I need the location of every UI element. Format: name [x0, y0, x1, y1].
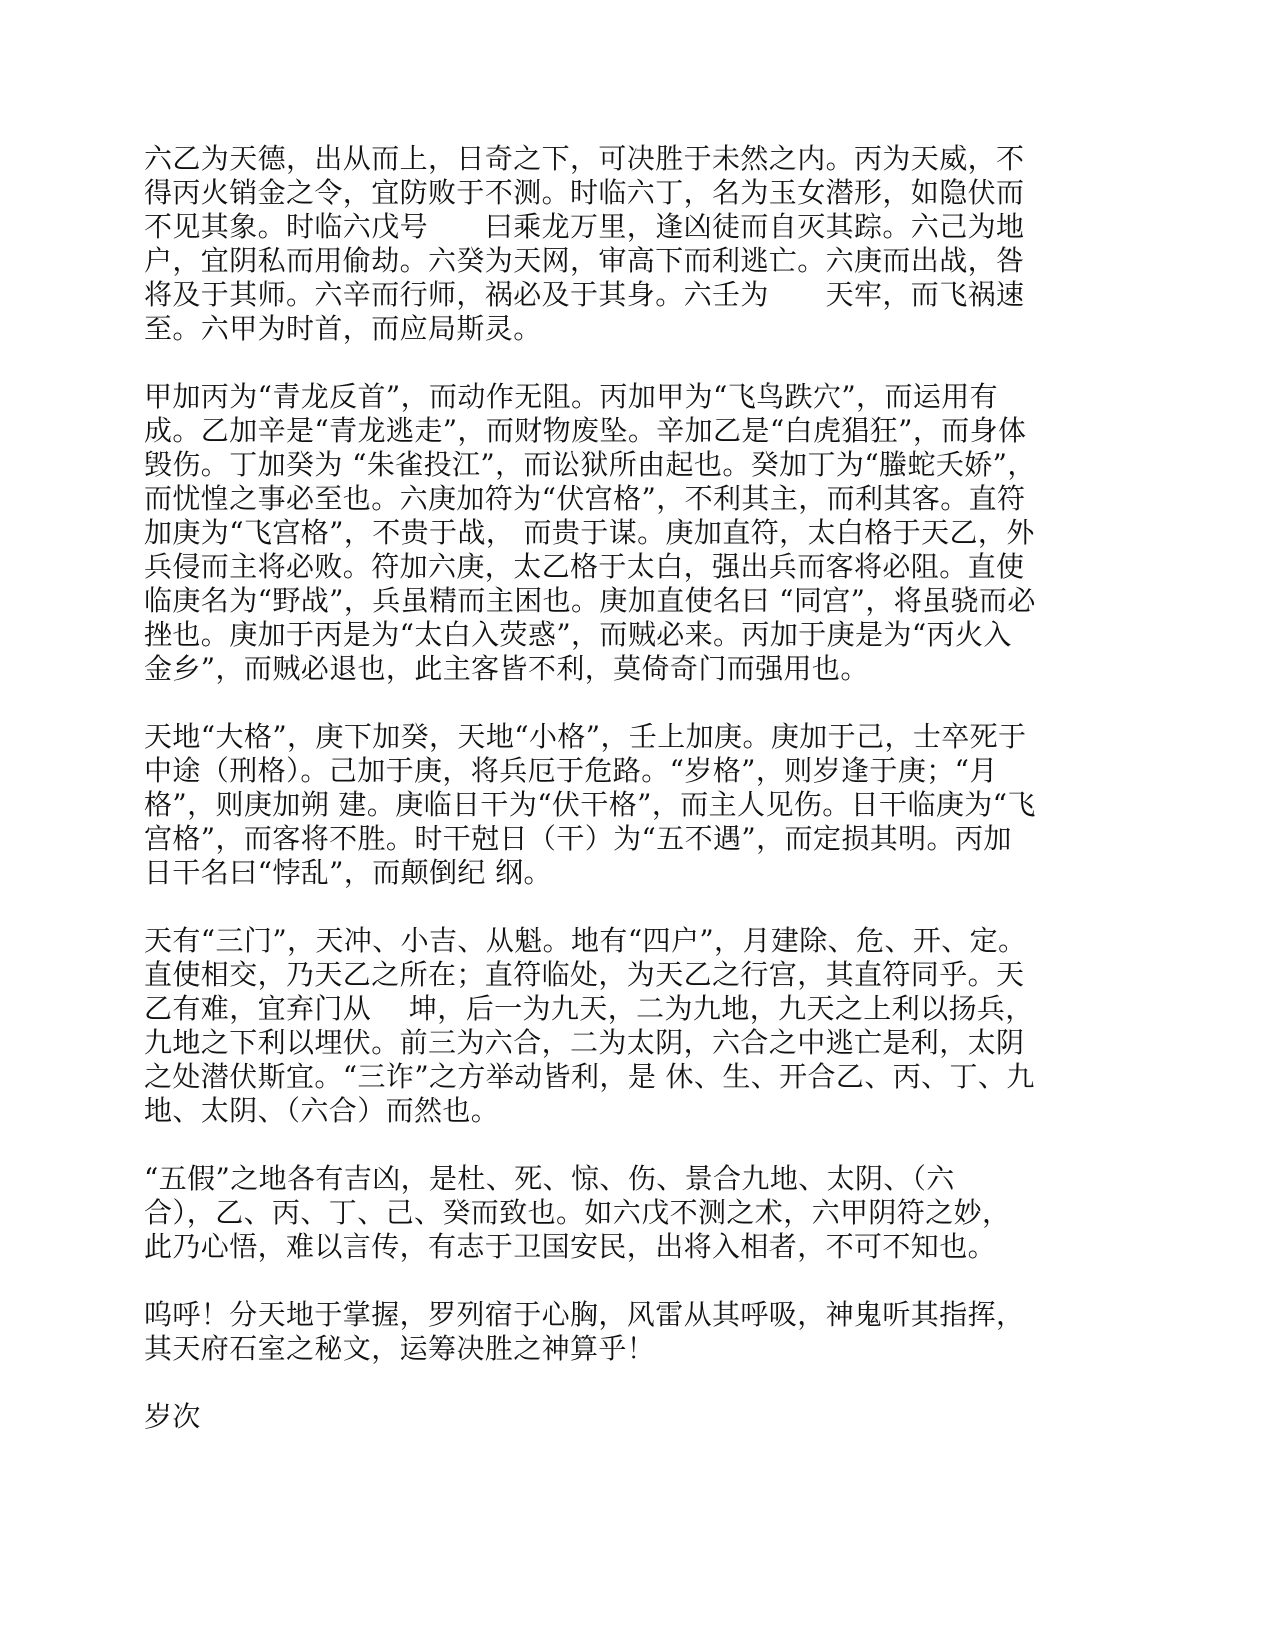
- text-line: 户，宜阴私而用偷劫。六癸为天网，审高下而利逃亡。六庚而出战，咎: [144, 244, 1025, 277]
- text-line: 成。乙加辛是“青龙逃走”，而财物废坠。辛加乙是“白虎猖狂”，而身体: [144, 414, 1027, 447]
- text-line: 而忧惶之事必至也。六庚加符为“伏宫格”，不利其主，而利其客。直符: [144, 482, 1026, 515]
- text-line: 格”，则庚加朔 建。庚临日干为“伏干格”，而主人见伤。日干临庚为“飞: [144, 788, 1036, 821]
- text-line: 此乃心悟，难以言传，有志于卫国安民，出将入相者，不可不知也。: [144, 1230, 997, 1263]
- paragraph-3: [144, 720, 1084, 890]
- paragraph-5: [144, 1162, 1084, 1264]
- text-line: 至。六甲为时首，而应局斯灵。: [144, 312, 542, 345]
- text-line: 挫也。庚加于丙是为“太白入荧惑”，而贼必来。丙加于庚是为“丙火入: [144, 618, 1012, 651]
- text-line: 得丙火销金之令，宜防败于不测。时临六丁，名为玉女潜形，如隐伏而: [144, 176, 1025, 209]
- text-line: 临庚名为“野战”，兵虽精而主困也。庚加直使名曰 “同宫”，将虽骁而必: [144, 584, 1036, 617]
- text-line: 乙有难，宜弃门从 坤，后一为九天，二为九地，九天之上利以扬兵，: [144, 992, 1034, 1025]
- text-line: 毁伤。丁加癸为 “朱雀投江”，而讼狱所由起也。癸加丁为“螣蛇夭娇”，: [144, 448, 1036, 481]
- text-line: 岁次: [144, 1400, 201, 1433]
- text-line: 金乡”，而贼必退也，此主客皆不利，莫倚奇门而强用也。: [144, 652, 869, 685]
- text-line: 将及于其师。六辛而行师，祸必及于其身。六壬为 天牢，而飞祸速: [144, 278, 1025, 311]
- text-line: 中途（刑格）。己加于庚，将兵厄于危路。“岁格”，则岁逢于庚；“月: [144, 754, 998, 787]
- text-line: 兵侵而主将必败。符加六庚，太乙格于太白，强出兵而客将必阻。直使: [144, 550, 1025, 583]
- text-line: 直使相交，乃天乙之所在；直符临处，为天乙之行宫，其直符同乎。天: [144, 958, 1025, 991]
- document-page: [144, 142, 1084, 1468]
- text-line: 之处潜伏斯宜。“三诈”之方举动皆利，是 休、生、开合乙、丙、丁、九: [144, 1060, 1035, 1093]
- text-line: 呜呼！分天地于掌握，罗列宿于心胸，风雷从其呼吸，神鬼听其指挥，: [144, 1298, 1025, 1331]
- text-line: 甲加丙为“青龙反首”，而动作无阻。丙加甲为“飞鸟跌穴”，而运用有: [144, 380, 999, 413]
- text-line: 加庚为“飞宫格”，不贵于战， 而贵于谋。庚加直符，太白格于天乙，外: [144, 516, 1035, 549]
- paragraph-1: [144, 142, 1084, 346]
- text-line: 其天府石室之秘文，运筹决胜之神算乎！: [144, 1332, 656, 1365]
- paragraph-6: [144, 1298, 1084, 1366]
- text-line: 天地“大格”，庚下加癸，天地“小格”，壬上加庚。庚加于己，士卒死于: [144, 720, 1027, 753]
- text-line: 六乙为天德，出从而上，日奇之下，可决胜于未然之内。丙为天威，不: [144, 142, 1025, 175]
- text-line: 日干名曰“悖乱”，而颠倒纪 纲。: [144, 856, 552, 889]
- text-line: 九地之下利以埋伏。前三为六合，二为太阴，六合之中逃亡是利，太阴: [144, 1026, 1025, 1059]
- text-line: 地、太阴、（六合）而然也。: [144, 1094, 500, 1127]
- text-line: “五假”之地各有吉凶，是杜、死、惊、伤、景合九地、太阴、（六: [144, 1162, 955, 1195]
- paragraph-7-date: [144, 1400, 1084, 1434]
- text-line: 宫格”，而客将不胜。时干尅日（干）为“五不遇”，而定损其明。丙加: [144, 822, 1012, 855]
- text-line: 不见其象。时临六戊号 曰乘龙万里，逢凶徒而自灭其踪。六己为地: [144, 210, 1025, 243]
- paragraph-4: [144, 924, 1084, 1128]
- text-line: 天有“三门”，天冲、小吉、从魁。地有“四户”，月建除、危、开、定。: [144, 924, 1027, 957]
- paragraph-2: [144, 380, 1084, 686]
- text-line: 合），乙、丙、丁、己、癸而致也。如六戊不测之术，六甲阴符之妙，: [144, 1196, 1011, 1229]
